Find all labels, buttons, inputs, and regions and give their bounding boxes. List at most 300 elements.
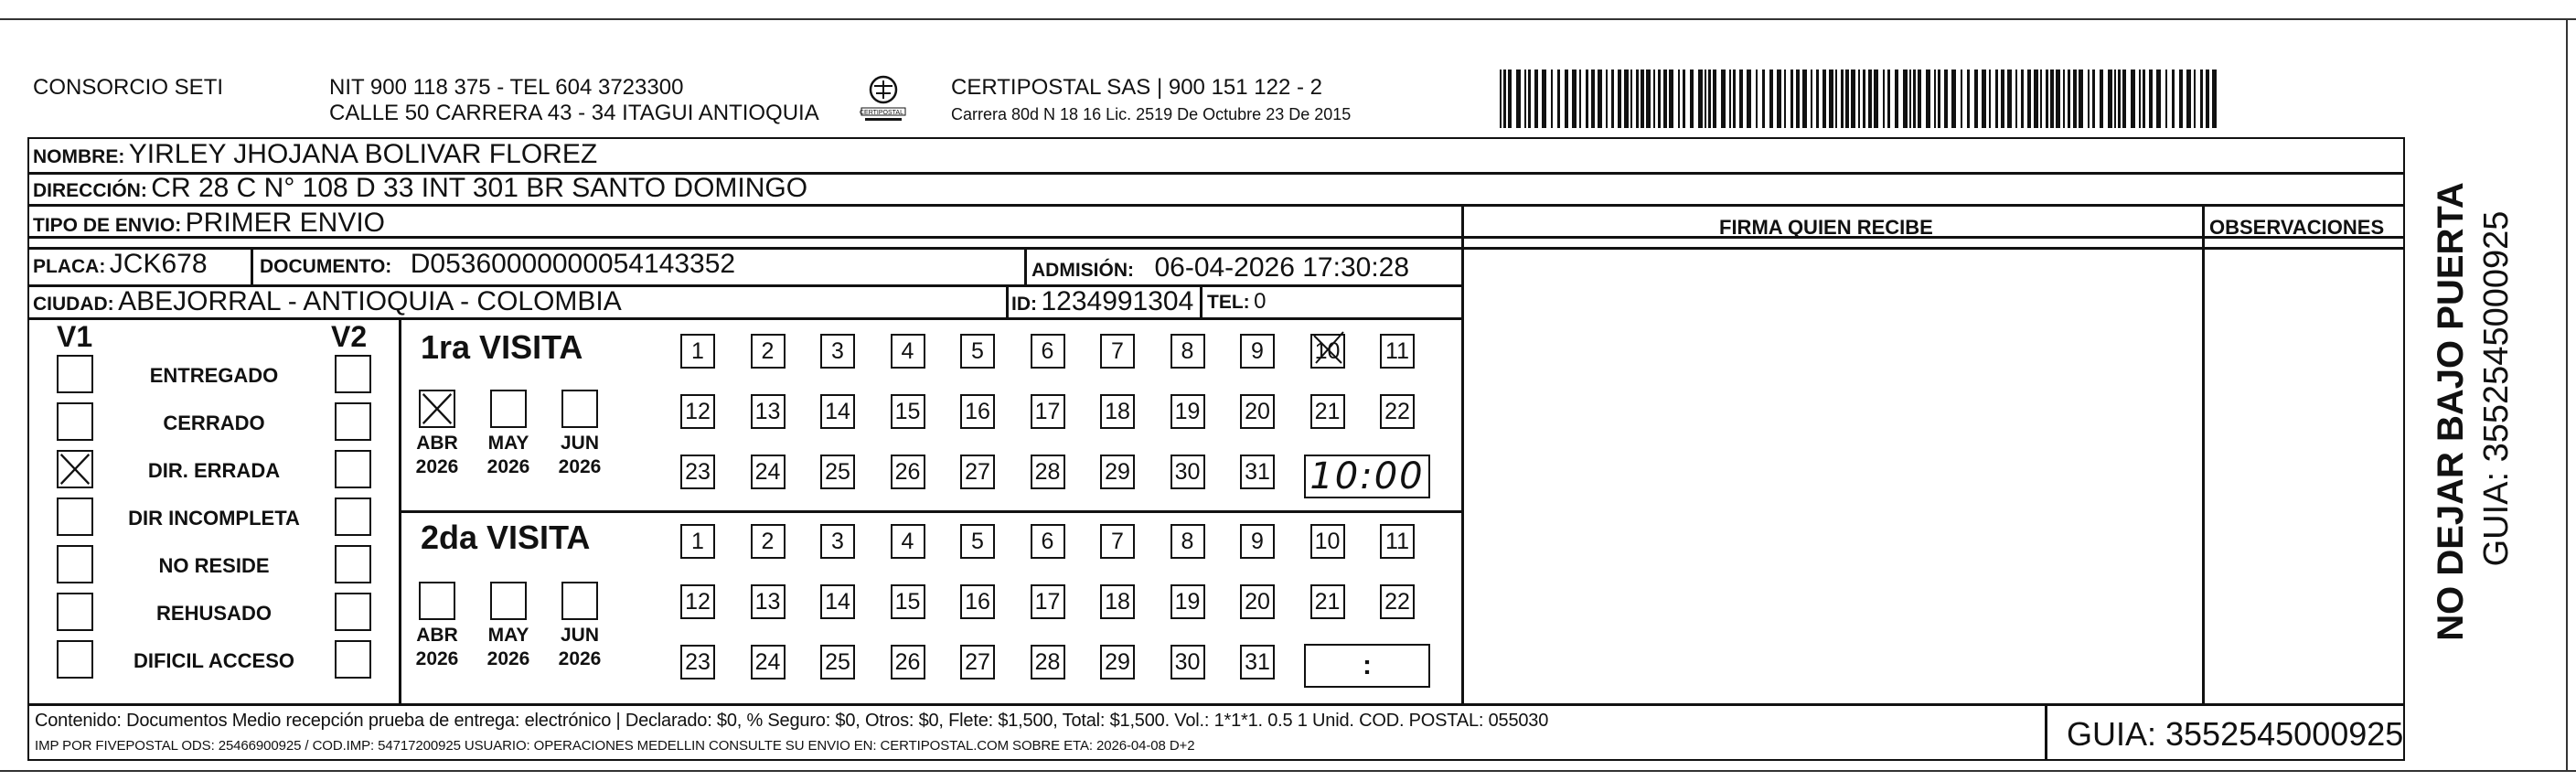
month-checkbox[interactable] — [490, 582, 527, 620]
day-box[interactable] — [960, 584, 995, 619]
day-box[interactable] — [1031, 455, 1065, 489]
day-box[interactable] — [1031, 394, 1065, 429]
barcode-bar — [1887, 70, 1890, 128]
barcode-bar — [2186, 70, 2191, 128]
day-box[interactable] — [751, 645, 786, 679]
first-time-value: 10:00 — [1309, 455, 1425, 497]
month-year: 2026 — [486, 648, 530, 670]
day-box[interactable] — [960, 394, 995, 429]
v1-checkbox[interactable] — [57, 402, 93, 441]
day-number: 6 — [1041, 337, 1054, 364]
day-box[interactable] — [1031, 334, 1065, 369]
admision-value: 06-04-2026 17:30:28 — [1154, 252, 1410, 283]
day-number: 14 — [825, 588, 850, 615]
month-year: 2026 — [558, 648, 602, 670]
day-box[interactable] — [1031, 524, 1065, 559]
barcode-bar — [2149, 70, 2153, 128]
day-box[interactable] — [1380, 584, 1415, 619]
barcode-bar — [2108, 70, 2112, 128]
month-year: 2026 — [558, 456, 602, 478]
status-label: DIR INCOMPLETA — [128, 507, 300, 530]
barcode-bar — [1658, 70, 1661, 128]
day-box[interactable] — [1100, 394, 1135, 429]
day-box[interactable] — [1031, 584, 1065, 619]
license-line: Carrera 80d N 18 16 Lic. 2519 De Octubre 23 De 2015 — [951, 105, 1352, 123]
day-box[interactable] — [751, 524, 786, 559]
tel-cell — [1207, 291, 1266, 313]
status-label: ENTREGADO — [149, 364, 279, 387]
barcode-bar — [2194, 70, 2196, 128]
month-label — [550, 432, 610, 480]
day-number: 21 — [1314, 588, 1341, 615]
barcode-bar — [1713, 70, 1716, 128]
barcode-bar — [1756, 70, 1758, 128]
month-label — [407, 432, 467, 480]
month-label — [407, 624, 467, 672]
v2-checkbox[interactable] — [335, 450, 371, 488]
day-box[interactable] — [891, 455, 925, 489]
day-box[interactable] — [751, 455, 786, 489]
barcode-bar — [2079, 70, 2083, 128]
day-box[interactable] — [1240, 645, 1275, 679]
day-number: 3 — [831, 337, 844, 364]
barcode-bar — [2156, 70, 2161, 128]
day-box[interactable] — [1380, 334, 1415, 369]
barcode-bar — [1591, 70, 1595, 128]
first-time-box[interactable] — [1304, 455, 1430, 498]
barcode-bar — [1858, 70, 1860, 128]
admision-label: ADMISIÓN: — [1031, 260, 1134, 281]
month-year: 2026 — [486, 456, 530, 478]
observaciones-label: OBSERVACIONES — [2209, 216, 2385, 239]
day-box[interactable] — [680, 455, 715, 489]
day-number: 18 — [1105, 588, 1130, 615]
day-box[interactable] — [1380, 394, 1415, 429]
v2-checkbox[interactable] — [335, 355, 371, 393]
barcode-bar — [1762, 70, 1765, 128]
day-number: 1 — [691, 528, 704, 554]
barcode-bar — [2046, 70, 2048, 128]
day-box[interactable] — [891, 645, 925, 679]
side-warning: NO DEJAR BAJO PUERTA — [2431, 182, 2471, 641]
signature-area[interactable] — [1465, 250, 2200, 701]
day-number: 31 — [1245, 458, 1270, 485]
day-box[interactable] — [820, 455, 855, 489]
bottom-edge — [0, 770, 2576, 772]
v2-checkbox[interactable] — [335, 402, 371, 441]
day-number: 11 — [1385, 337, 1409, 364]
barcode-bar — [2040, 70, 2042, 128]
row-line — [27, 317, 1463, 320]
second-time-value: : — [1363, 650, 1372, 680]
day-box[interactable] — [960, 524, 995, 559]
barcode-bar — [1646, 70, 1651, 128]
day-box[interactable] — [680, 394, 715, 429]
day-box[interactable] — [891, 524, 925, 559]
day-box[interactable] — [680, 584, 715, 619]
v2-checkbox[interactable] — [335, 497, 371, 536]
barcode-bar — [1508, 70, 1512, 128]
col-line — [1024, 247, 1027, 284]
barcode-bar — [1528, 70, 1531, 128]
status-label: DIR. ERRADA — [147, 459, 281, 482]
day-box[interactable] — [680, 524, 715, 559]
day-box[interactable] — [891, 334, 925, 369]
barcode-bar — [2073, 70, 2077, 128]
ciudad-cell — [33, 288, 622, 316]
day-number: 12 — [685, 588, 711, 615]
day-number: 15 — [894, 398, 921, 424]
barcode-bar — [1739, 70, 1743, 128]
day-box[interactable] — [680, 334, 715, 369]
day-box[interactable] — [1310, 524, 1345, 559]
barcode-bar — [1542, 70, 1546, 128]
row-line — [27, 204, 2405, 207]
barcode-bar — [1551, 70, 1553, 128]
day-number: 19 — [1174, 398, 1201, 424]
direccion-value: CR 28 C N° 108 D 33 INT 301 BR SANTO DOMINGO — [151, 173, 808, 203]
barcode-bar — [1784, 70, 1786, 128]
day-box[interactable] — [1100, 524, 1135, 559]
row-line — [27, 703, 2405, 706]
barcode-bar — [2021, 70, 2024, 128]
day-box[interactable] — [820, 584, 855, 619]
day-number: 27 — [965, 648, 990, 675]
barcode-bar — [1678, 70, 1680, 128]
barcode-bar — [1909, 70, 1911, 128]
day-box[interactable] — [1240, 584, 1275, 619]
day-box[interactable] — [1240, 394, 1275, 429]
day-number: 7 — [1111, 337, 1124, 364]
barcode-bar — [1641, 70, 1644, 128]
day-number: 18 — [1105, 398, 1130, 424]
v1-checkbox[interactable] — [57, 497, 93, 536]
barcode-bar — [2001, 70, 2004, 128]
tel-label: TEL: — [1207, 292, 1250, 313]
day-box[interactable] — [1240, 524, 1275, 559]
barcode-bar — [1669, 70, 1673, 128]
barcode-bar — [2068, 70, 2070, 128]
barcode-bar — [1845, 70, 1849, 128]
firma-label: FIRMA QUIEN RECIBE — [1719, 216, 1933, 239]
day-number: 3 — [831, 528, 844, 554]
id-value: 1234991304 — [1041, 286, 1194, 316]
day-box[interactable] — [1240, 334, 1275, 369]
id-cell — [1011, 288, 1193, 316]
day-box[interactable] — [1170, 645, 1205, 679]
day-box[interactable] — [680, 645, 715, 679]
barcode-bar — [1572, 70, 1577, 128]
barcode-bar — [1705, 70, 1706, 128]
v2-checkbox[interactable] — [335, 545, 371, 583]
day-number: 20 — [1245, 588, 1270, 615]
day-number: 22 — [1384, 588, 1410, 615]
status-label: NO RESIDE — [158, 554, 270, 577]
day-box[interactable] — [751, 394, 786, 429]
day-number: 29 — [1105, 458, 1130, 485]
day-box[interactable] — [820, 334, 855, 369]
barcode-bar — [2165, 70, 2167, 128]
barcode-bar — [1624, 70, 1629, 128]
status-label: CERRADO — [163, 412, 265, 434]
barcode-bar — [2027, 70, 2031, 128]
direccion-label: DIRECCIÓN: — [33, 180, 147, 201]
barcode-bar — [2015, 70, 2017, 128]
nit-line: NIT 900 118 375 - TEL 604 3723300 — [329, 75, 684, 100]
col-line — [1461, 204, 1464, 703]
day-box[interactable] — [1100, 455, 1135, 489]
barcode-bar — [1851, 70, 1855, 128]
side-guia: GUIA: 3552545000925 — [2477, 210, 2516, 567]
month-name: JUN — [560, 625, 599, 646]
barcode-bar — [1683, 70, 1685, 128]
day-number: 16 — [965, 398, 990, 424]
barcode-bar — [2139, 70, 2141, 128]
observaciones-area[interactable] — [2206, 250, 2403, 701]
barcode-bar — [1874, 70, 1878, 128]
placa-cell — [33, 251, 208, 278]
day-number: 13 — [754, 398, 781, 424]
barcode-bar — [1524, 70, 1526, 128]
day-number: 21 — [1314, 398, 1341, 424]
documento-value: D05360000000054143352 — [410, 249, 736, 279]
day-box[interactable] — [1100, 584, 1135, 619]
barcode-bar — [1729, 70, 1731, 128]
barcode-bar — [1863, 70, 1865, 128]
month-checkbox[interactable] — [419, 390, 455, 428]
barcode-bar — [1579, 70, 1581, 128]
day-box[interactable] — [751, 584, 786, 619]
day-number: 10 — [1314, 528, 1341, 554]
barcode-bar — [1895, 70, 1898, 128]
month-checkbox[interactable] — [561, 582, 598, 620]
row-line — [27, 247, 1463, 250]
barcode-bar — [1926, 70, 1930, 128]
day-box[interactable] — [1170, 584, 1205, 619]
nombre-row — [33, 141, 597, 168]
month-label — [478, 432, 539, 480]
imp-line: IMP POR FIVEPOSTAL ODS: 25466900925 / COD.IMP: 54717200925 USUARIO: OPERACIONES MEDELLIN CONSULTE SU ENVIO EN: CERTIPOSTAL.COM SOBRE ETA: 2026-04-08 D+2 — [35, 738, 1195, 754]
day-box[interactable] — [960, 455, 995, 489]
barcode-bar — [1934, 70, 1936, 128]
barcode — [1500, 70, 2222, 128]
month-label — [478, 624, 539, 672]
day-number: 6 — [1041, 528, 1054, 554]
barcode-bar — [1802, 70, 1807, 128]
barcode-bar — [1868, 70, 1872, 128]
barcode-bar — [1995, 70, 1998, 128]
day-box[interactable] — [891, 584, 925, 619]
placa-value: JCK678 — [109, 249, 208, 279]
month-name: JUN — [560, 433, 599, 454]
barcode-bar — [2131, 70, 2135, 128]
second-time-box[interactable] — [1304, 644, 1430, 688]
day-box[interactable] — [1310, 394, 1345, 429]
day-box[interactable] — [1170, 524, 1205, 559]
v2-checkbox[interactable] — [335, 593, 371, 631]
day-number: 20 — [1245, 398, 1270, 424]
barcode-bar — [1611, 70, 1614, 128]
tipo-label: TIPO DE ENVIO: — [33, 215, 182, 236]
day-number: 8 — [1181, 337, 1194, 364]
col-line — [1200, 284, 1202, 317]
day-box[interactable] — [820, 645, 855, 679]
barcode-bar — [1796, 70, 1800, 128]
day-box[interactable] — [1170, 455, 1205, 489]
first-visit-title: 1ra VISITA — [421, 328, 583, 366]
certipostal-logo — [860, 73, 907, 124]
v1-checkbox[interactable] — [57, 545, 93, 583]
day-number: 1 — [691, 337, 704, 364]
day-box[interactable] — [1100, 334, 1135, 369]
day-number: 28 — [1034, 458, 1061, 485]
barcode-bar — [2050, 70, 2054, 128]
day-box[interactable] — [1170, 394, 1205, 429]
barcode-bar — [1829, 70, 1833, 128]
day-box[interactable] — [1100, 645, 1135, 679]
v1-checkbox[interactable] — [57, 450, 93, 488]
v2-checkbox[interactable] — [335, 640, 371, 679]
logo-text: CERTIPOSTAL — [860, 110, 903, 116]
day-box[interactable] — [1310, 334, 1345, 369]
month-label — [550, 624, 610, 672]
barcode-bar — [1500, 70, 1502, 128]
day-number: 5 — [971, 528, 984, 554]
barcode-bar — [1938, 70, 1940, 128]
barcode-bar — [1777, 70, 1781, 128]
day-box[interactable] — [960, 645, 995, 679]
day-number: 26 — [894, 458, 921, 485]
admision-cell — [1031, 254, 1409, 282]
month-checkbox[interactable] — [490, 390, 527, 428]
v1-checkbox[interactable] — [57, 593, 93, 631]
day-box[interactable] — [1031, 645, 1065, 679]
day-number: 29 — [1105, 648, 1130, 675]
day-box[interactable] — [1380, 524, 1415, 559]
day-number: 17 — [1034, 398, 1061, 424]
right-edge — [2566, 18, 2568, 772]
second-visit-title: 2da VISITA — [421, 519, 591, 556]
month-name: ABR — [416, 433, 458, 454]
col-line — [2202, 204, 2205, 703]
barcode-bar — [2212, 70, 2217, 128]
day-box[interactable] — [1310, 584, 1345, 619]
barcode-bar — [1565, 70, 1568, 128]
nombre-value: YIRLEY JHOJANA BOLIVAR FLOREZ — [128, 139, 598, 169]
day-number: 26 — [894, 648, 921, 675]
barcode-bar — [1883, 70, 1885, 128]
barcode-bar — [1822, 70, 1826, 128]
barcode-bar — [1944, 70, 1948, 128]
day-number: 8 — [1181, 528, 1194, 554]
barcode-bar — [1606, 70, 1608, 128]
day-number: 13 — [754, 588, 781, 615]
top-edge — [0, 18, 2576, 20]
day-number: 23 — [685, 458, 711, 485]
barcode-bar — [1636, 70, 1639, 128]
day-number: 5 — [971, 337, 984, 364]
day-number: 4 — [901, 337, 914, 364]
barcode-bar — [2114, 70, 2116, 128]
day-box[interactable] — [751, 334, 786, 369]
barcode-bar — [1663, 70, 1667, 128]
direccion-row — [33, 175, 807, 202]
barcode-bar — [1653, 70, 1655, 128]
day-number: 4 — [901, 528, 914, 554]
barcode-bar — [1598, 70, 1602, 128]
barcode-bar — [1769, 70, 1773, 128]
barcode-bar — [1841, 70, 1844, 128]
barcode-bar — [1913, 70, 1916, 128]
barcode-bar — [1835, 70, 1837, 128]
day-box[interactable] — [1240, 455, 1275, 489]
documento-cell — [260, 251, 735, 278]
barcode-bar — [1721, 70, 1726, 128]
col-line — [399, 317, 401, 703]
barcode-bar — [1503, 70, 1506, 128]
day-number: 30 — [1174, 458, 1201, 485]
day-number: 19 — [1174, 588, 1201, 615]
day-box[interactable] — [820, 524, 855, 559]
day-box[interactable] — [960, 334, 995, 369]
day-number: 10 — [1314, 337, 1341, 364]
day-number: 25 — [825, 648, 850, 675]
month-year: 2026 — [415, 648, 459, 670]
barcode-bar — [2034, 70, 2038, 128]
day-number: 24 — [754, 648, 781, 675]
barcode-bar — [2056, 70, 2060, 128]
barcode-bar — [2007, 70, 2012, 128]
day-box[interactable] — [891, 394, 925, 429]
barcode-bar — [2122, 70, 2126, 128]
barcode-bar — [1974, 70, 1978, 128]
day-number: 25 — [825, 458, 850, 485]
barcode-bar — [1618, 70, 1621, 128]
day-number: 15 — [894, 588, 921, 615]
day-number: 28 — [1034, 648, 1061, 675]
barcode-bar — [1961, 70, 1962, 128]
v1-checkbox[interactable] — [57, 355, 93, 393]
day-box[interactable] — [820, 394, 855, 429]
barcode-bar — [1630, 70, 1632, 128]
barcode-bar — [1690, 70, 1694, 128]
day-number: 14 — [825, 398, 850, 424]
month-checkbox[interactable] — [561, 390, 598, 428]
day-number: 11 — [1385, 528, 1409, 554]
barcode-bar — [1790, 70, 1793, 128]
carrier-line: CERTIPOSTAL SAS | 900 151 122 - 2 — [951, 75, 1322, 100]
day-number: 2 — [761, 337, 775, 364]
day-number: 9 — [1251, 528, 1264, 554]
month-checkbox[interactable] — [419, 582, 455, 620]
day-number: 12 — [685, 398, 711, 424]
v1-checkbox[interactable] — [57, 640, 93, 679]
barcode-bar — [2206, 70, 2209, 128]
barcode-bar — [1586, 70, 1588, 128]
status-label: REHUSADO — [156, 602, 272, 625]
ciudad-label: CIUDAD: — [33, 294, 114, 315]
documento-label: DOCUMENTO: — [260, 256, 392, 277]
barcode-bar — [2088, 70, 2090, 128]
day-number: 7 — [1111, 528, 1124, 554]
barcode-bar — [1708, 70, 1711, 128]
day-box[interactable] — [1170, 334, 1205, 369]
barcode-bar — [1557, 70, 1560, 128]
barcode-bar — [1918, 70, 1921, 128]
placa-label: PLACA: — [33, 256, 106, 277]
day-number: 23 — [685, 648, 711, 675]
barcode-bar — [2100, 70, 2103, 128]
